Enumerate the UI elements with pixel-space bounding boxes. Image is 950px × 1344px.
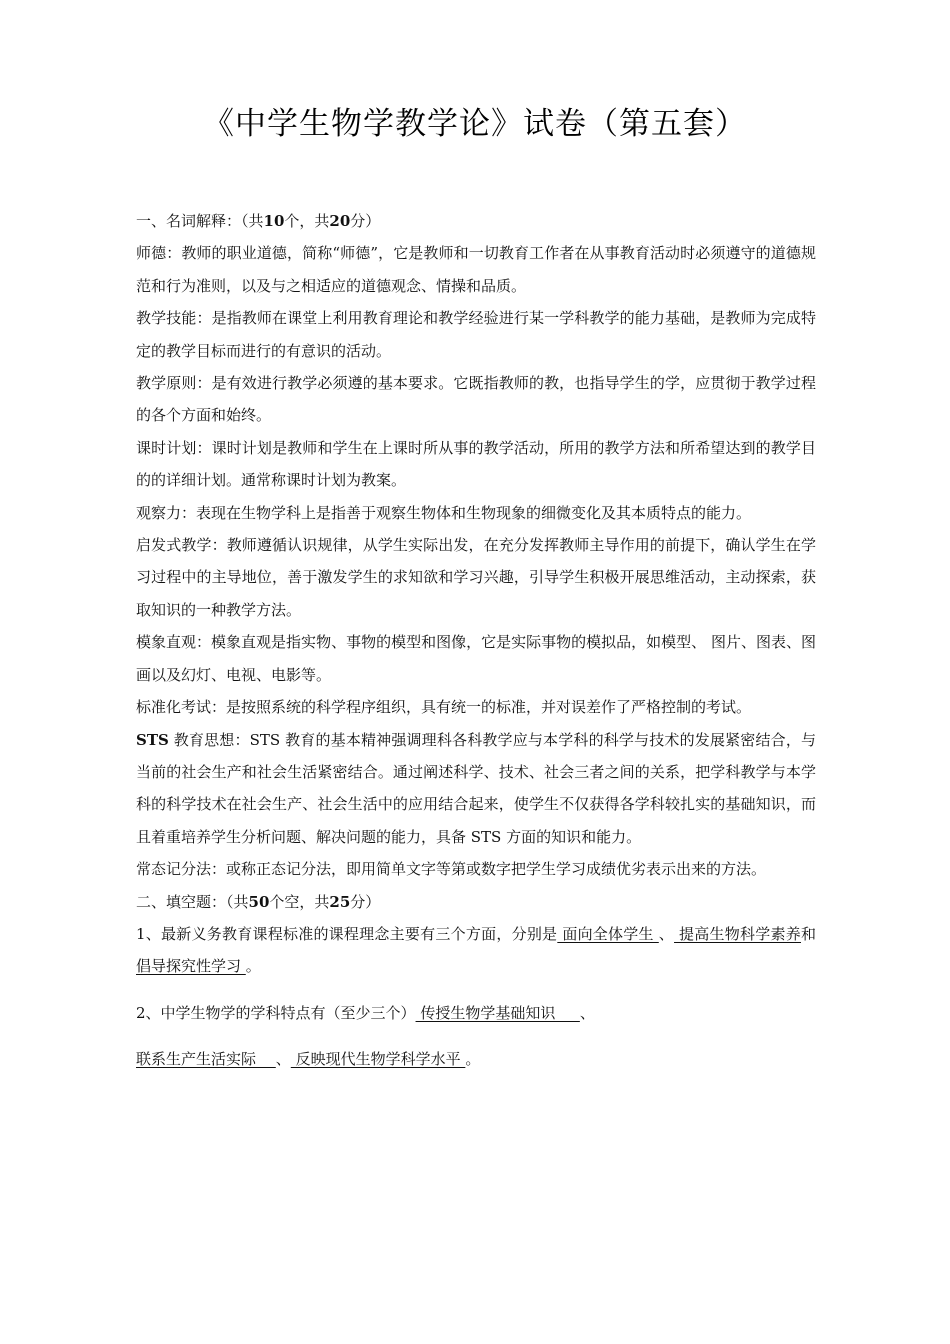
- term-text: 是按照系统的科学程序组织，具有统一的标准，并对误差作了严格控制的考试。: [226, 698, 752, 717]
- term-text: 模象直观是指实物、事物的模型和图像，它是实际事物的模拟品，如模型、 图片、图表、图画以及幻灯、电视、电影等。: [136, 633, 816, 684]
- term-label-bold: STS: [136, 730, 169, 749]
- section-heading-1: 一、名词解释：（共10个，共20分）: [136, 212, 381, 230]
- question-2: 2、中学生物学的学科特点有（至少三个） 传授生物学基础知识 、: [136, 1003, 595, 1022]
- answer-blank: 传授生物学基础知识: [415, 1003, 580, 1022]
- question-1: 1、最新义务教育课程标准的课程理念主要有三个方面，分别是 面向全体学生 、 提高生物科学素养和 倡导探究性学习 。: [136, 924, 816, 976]
- term-definition: [136, 237, 816, 302]
- term-text: 教师的职业道德，简称“师德”，它是教师和一切教育工作者在从事教育活动时必须遵守的道德规范和行为准则，以及与之相适应的道德观念、情操和品质。: [136, 244, 816, 295]
- term-label: 标准化考试：: [136, 698, 227, 717]
- term-label: 师德：: [136, 244, 182, 263]
- term-definition: [136, 853, 816, 885]
- document-body: [136, 205, 816, 1076]
- term-text: 教师遵循认识规律，从学生实际出发，在充分发挥教师主导作用的前提下，确认学生在学习过程中的主导地位，善于激发学生的求知欲和学习兴趣，引导学生积极开展思维活动，主动探索，获取知识的一种教学方法。: [136, 536, 816, 619]
- term-definition: [136, 529, 816, 626]
- answer-blank: 面向全体学生: [557, 924, 659, 943]
- term-definition: [136, 432, 816, 497]
- term-definition: [136, 724, 816, 854]
- term-definition: [136, 367, 816, 432]
- answer-blank: 倡导探究性学习: [136, 957, 246, 976]
- term-definition: [136, 626, 816, 691]
- section-heading-2: 二、填空题：（共50个空，共25分）: [136, 892, 381, 911]
- term-text: 是有效进行教学必须遵的基本要求。它既指教师的教，也指导学生的学，应贯彻于教学过程的各个方面和始终。: [136, 374, 816, 425]
- answer-blank: 反映现代生物学科学水平: [290, 1050, 466, 1069]
- term-label: 常态记分法：: [136, 860, 227, 879]
- term-text: 课时计划是教师和学生在上课时所从事的教学活动，所用的教学方法和所希望达到的教学目的的详细计划。通常称课时计划为教案。: [136, 438, 816, 490]
- term-definition: [136, 497, 816, 529]
- term-definition: [136, 302, 816, 367]
- spacer: [136, 1029, 816, 1043]
- term-label: 课时计划：: [136, 438, 212, 457]
- answer-blank: 提高生物科学素养: [674, 924, 801, 943]
- page-title: 《中学生物学教学论》试卷（第五套）: [203, 106, 747, 142]
- answer-blank: 联系生产生活实际: [136, 1050, 276, 1069]
- term-text: 表现在生物学科上是指善于观察生物体和生物现象的细微变化及其本质特点的能力。: [196, 503, 752, 522]
- spacer: [136, 983, 816, 997]
- term-label: 教育思想：: [168, 730, 250, 749]
- question-2-continued: 联系生产生活实际 、 反映现代生物学科学水平 。: [136, 1050, 481, 1069]
- term-label: 观察力：: [136, 503, 197, 522]
- term-text: STS 教育的基本精神强调理科各科教学应与本学科的科学与技术的发展紧密结合，与当前的社会生产和社会生活紧密结合。通过阐述科学、技术、社会三者之间的关系，把学科教学与本学科的科学技术在社会生产、社会生活中的应用结合起来，使学生不仅获得各学科较扎实的基础知识，而且着重培养学生分析问题、解决问题的能力，具备 STS 方面的知识和能力。: [136, 730, 816, 846]
- term-label: 模象直观：: [136, 633, 212, 652]
- term-text: 是指教师在课堂上利用教育理论和教学经验进行某一学科教学的能力基础，是教师为完成特定的教学目标而进行的有意识的活动。: [136, 309, 816, 360]
- term-text: 或称正态记分法，即用简单文字等第或数字把学生学习成绩优劣表示出来的方法。: [226, 860, 767, 879]
- term-label: 教学技能：: [136, 309, 212, 328]
- term-label: 教学原则：: [136, 374, 212, 393]
- term-label: 启发式教学：: [136, 536, 227, 555]
- term-definition: [136, 691, 816, 723]
